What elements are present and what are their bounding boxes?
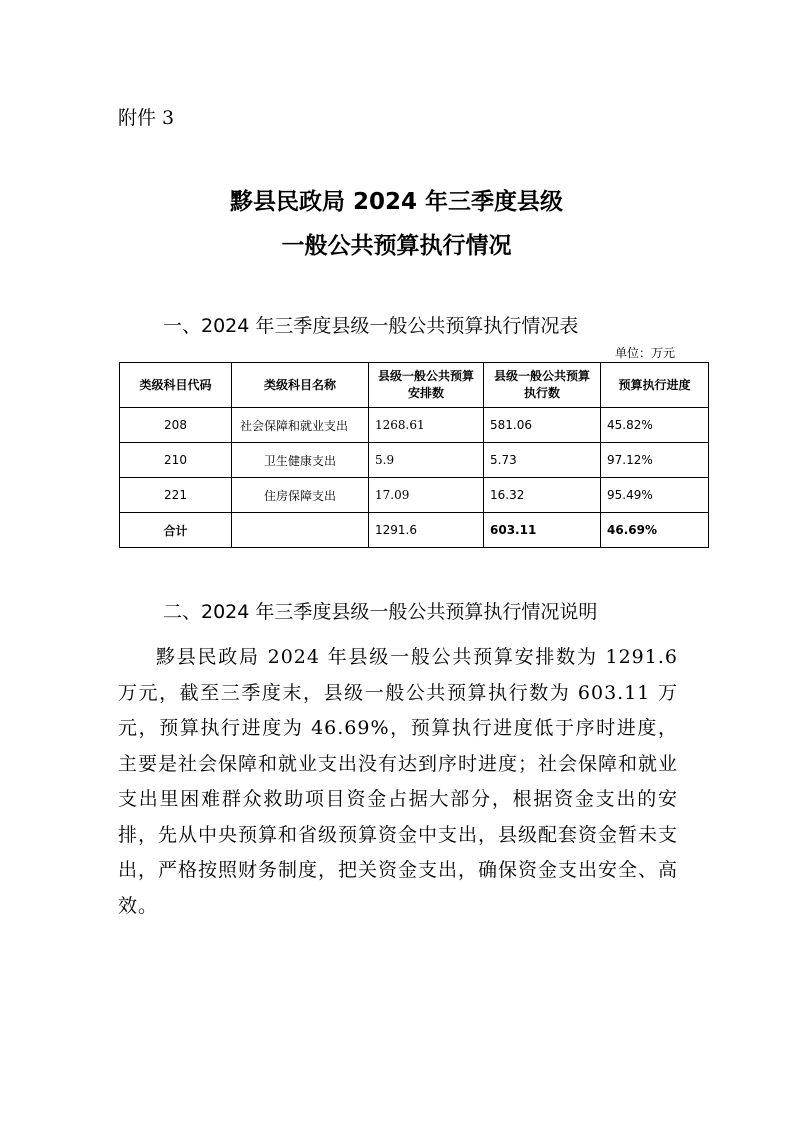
header-arranged: 县级一般公共预算安排数 [369, 363, 484, 408]
cell-arranged: 1268.61 [369, 408, 484, 443]
cell-total-name [232, 513, 369, 548]
header-name: 类级科目名称 [232, 363, 369, 408]
cell-code: 221 [120, 478, 232, 513]
cell-name: 社会保障和就业支出 [232, 408, 369, 443]
cell-total-executed: 603.11 [484, 513, 601, 548]
cell-progress: 95.49% [601, 478, 709, 513]
document-title-line1: 黟县民政局 2024 年三季度县级 [229, 189, 564, 215]
header-code: 类级科目代码 [120, 363, 232, 408]
explanation-paragraph: 黟县民政局 2024 年县级一般公共预算安排数为 1291.6 万元，截至三季度末，县级一般公共预算执行数为 603.11 万元，预算执行进度为 46.69%，预算执行进度低于序时进度，主要是社会保障和就业支出没有达到序时进度；社会保障和就业支出里困难群众救助项目资金占据大部分，根据资金支出的安排，先从中央预算和省级预算资金中支出，县级配套资金暂未支出，严格按照财务制度，把关资金支出，确保资金支出安全、高效。 [118, 646, 679, 917]
document-title-line2: 一般公共预算执行情况 [281, 233, 512, 259]
table-header-row [120, 363, 709, 408]
cell-total-arranged: 1291.6 [369, 513, 484, 548]
cell-name: 卫生健康支出 [232, 443, 369, 478]
cell-progress: 45.82% [601, 408, 709, 443]
unit-label: 单位：万元 [614, 346, 675, 360]
cell-total-label: 合计 [120, 513, 232, 548]
cell-name: 住房保障支出 [232, 478, 369, 513]
cell-code: 210 [120, 443, 232, 478]
cell-arranged: 17.09 [369, 478, 484, 513]
cell-total-progress: 46.69% [601, 513, 709, 548]
cell-arranged: 5.9 [369, 443, 484, 478]
section2-heading: 二、2024 年三季度县级一般公共预算执行情况说明 [163, 601, 598, 623]
cell-executed: 5.73 [484, 443, 601, 478]
section1-heading: 一、2024 年三季度县级一般公共预算执行情况表 [163, 315, 579, 337]
header-executed: 县级一般公共预算执行数 [484, 363, 601, 408]
table-row [120, 478, 709, 513]
budget-table [119, 362, 709, 548]
table-total-row [120, 513, 709, 548]
table-row [120, 443, 709, 478]
cell-code: 208 [120, 408, 232, 443]
cell-executed: 581.06 [484, 408, 601, 443]
cell-progress: 97.12% [601, 443, 709, 478]
attachment-label: 附件 3 [118, 107, 175, 129]
header-progress: 预算执行进度 [601, 363, 709, 408]
cell-executed: 16.32 [484, 478, 601, 513]
table-row [120, 408, 709, 443]
